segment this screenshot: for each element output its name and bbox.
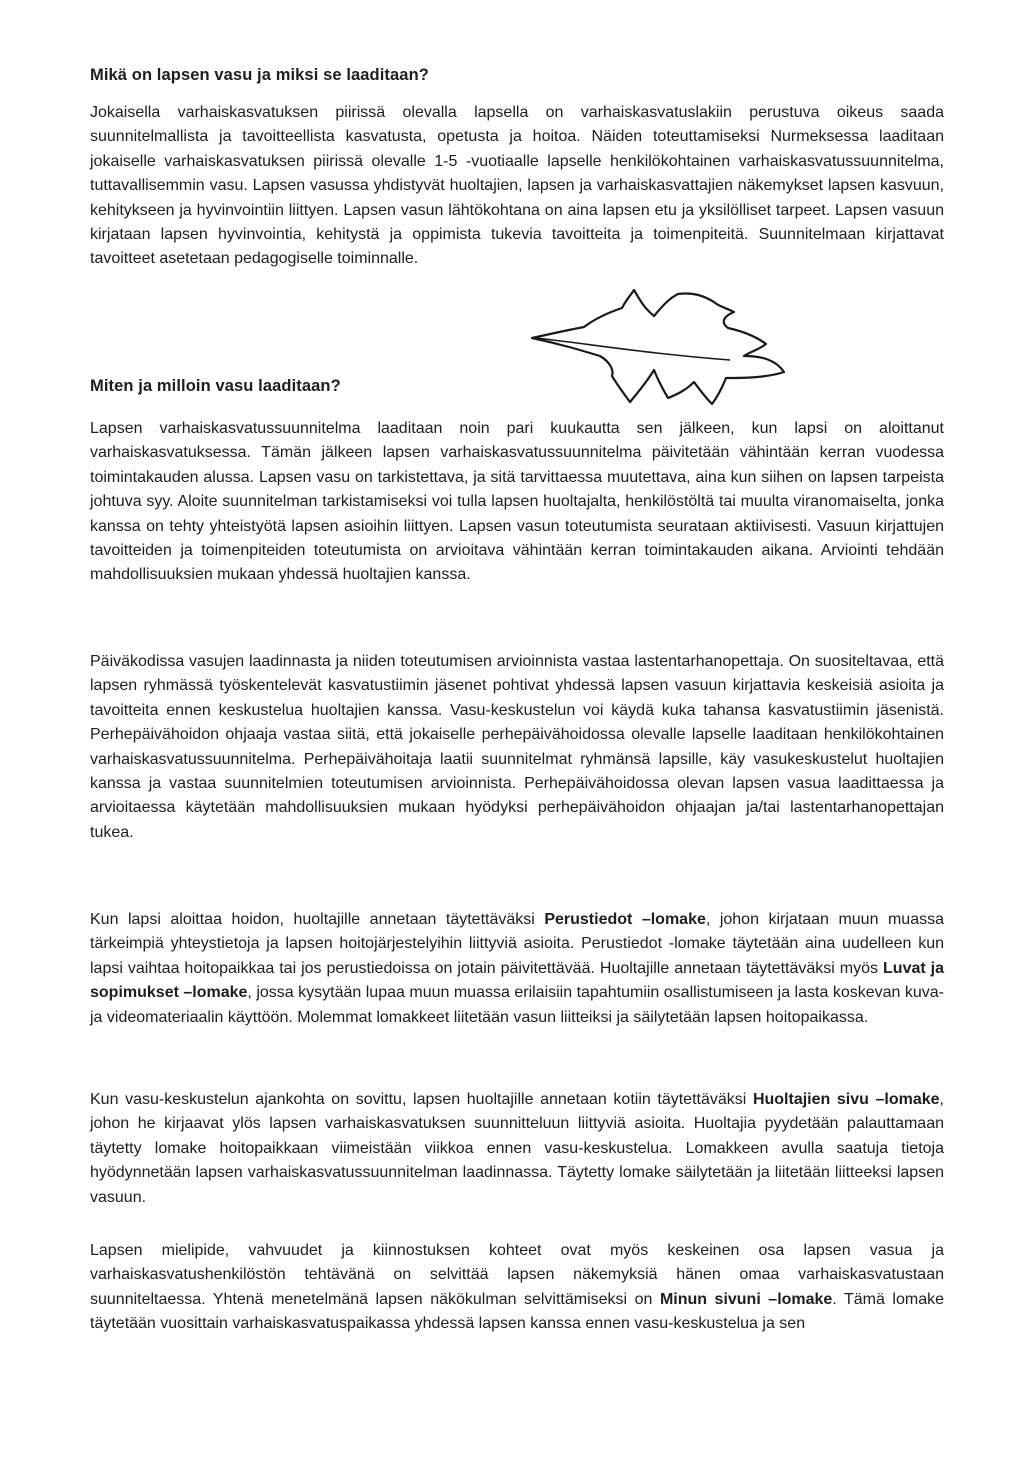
paragraph-intro: Jokaisella varhaiskasvatuksen piirissä olevalla lapsella on varhaiskasvatuslakiin perustuva oikeus saada suunnitelmallista ja tavoitteellista kasvatusta, opetusta ja hoitoa. Näiden toteuttamiseksi Nurmeksessa laaditaan jokaiselle varhaiskasvatuksen piirissä olevalle 1-5 -vuotiaalle lapselle henkilökohtainen varhaiskasvatussuunnitelma, tuttavallisemmin vasu. Lapsen vasussa yhdistyvät huoltajien, lapsen ja varhaiskasvattajien näkemykset lapsen kasvuun, kehitykseen ja hyvinvointiin liittyen. Lapsen vasun lähtökohtana on aina lapsen etu ja yksilölliset tarpeet. Lapsen vasuun kirjataan lapsen hyvinvointia, kehitystä ja oppimista tukevia tavoitteita ja toimenpiteitä. Suunnitelmaan kirjattavat tavoitteet asetetaan pedagogiselle toiminnalle.	[90, 104, 944, 268]
oak-leaf-icon	[530, 286, 785, 408]
paragraph-responsibilities: Päiväkodissa vasujen laadinnasta ja niiden toteutumisen arvioinnista vastaa lastentarhanopettaja. On suositeltavaa, että lapsen ryhmässä työskentelevät kasvatustiimin jäsenet pohtivat yhdessä lapsen vasuun kirjattavia keskeisiä asioita ja tavoitteita ennen keskustelua huoltajien kanssa. Vasu-keskustelun voi käydä kuka tahansa kasvatustiimin jäsenistä. Perhepäivähoidon ohjaaja vastaa siitä, että jokaiselle perhepäivähoidossa olevalle lapselle laaditaan henkilökohtainen varhaiskasvatussuunnitelma. Perhepäivähoitaja laatii suunnitelmat ryhmänsä lapsille, käy vasukeskustelut huoltajien kanssa ja vastaa suunnitelmien toteutumisen arvioinnista. Perhepäivähoidossa olevan lapsen vasua laadittaessa ja arvioitaessa käytetään mahdollisuuksien mukaan hyödyksi perhepäivähoidon ohjaajan ja/tai lastentarhanopettajan tukea.	[90, 653, 944, 841]
form-name-minun-sivuni: Minun sivuni –lomake	[659, 1290, 833, 1308]
form-name-huoltajien-sivu: Huoltajien sivu –lomake	[752, 1091, 940, 1108]
paragraph-guardian-form: Kun vasu-keskustelun ajankohta on sovittu, lapsen huoltajille annetaan kotiin täytettäväksi Huoltajien sivu –lomake, johon he kirjaavat ylös lapsen varhaiskasvatuksen suunnitteluun liittyviä asioita. Huoltajia pyydetään palauttamaan täytetty lomake hoitopaikkaan viimeistään viikkoa ennen vasu-keskustelua. Lomakkeen avulla saatuja tietoja hyödynnetään lapsen varhaiskasvatussuunnitelman laadinnassa. Täytetty lomake säilytetään ja liitetään liitteeksi lapsen vasuun.	[90, 1091, 944, 1206]
form-name-luvat-ja-sopimukset: Luvat ja sopimukset –lomake	[90, 959, 944, 1002]
section-heading-how-when: Miten ja milloin vasu laaditaan?	[90, 377, 341, 395]
paragraph-basic-forms: Kun lapsi aloittaa hoidon, huoltajille annetaan täytettäväksi Perustiedot –lomake, johon kirjataan muun muassa tärkeimpiä yhteystietoja ja lapsen hoitojärjestelyihin liittyviä asioita. Perustiedot -lomake täytetään aina uudelleen kun lapsi vaihtaa hoitopaikkaa tai jos perustiedoissa on jotain päivitettävää. Huoltajille annetaan täytettäväksi myös Luvat ja sopimukset –lomake, jossa kysytään lupaa muun muassa erilaisiin tapahtumiin osallistumiseen ja lasta koskevan kuva- ja videomateriaalin käyttöön. Molemmat lomakkeet liitetään vasun liitteiksi ja säilytetään lapsen hoitopaikassa.	[90, 911, 945, 1026]
form-name-perustiedot: Perustiedot –lomake	[544, 911, 706, 928]
paragraph-timing: Lapsen varhaiskasvatussuunnitelma laaditaan noin pari kuukautta sen jälkeen, kun lapsi on aloittanut varhaiskasvatuksessa. Tämän jälkeen lapsen varhaiskasvatussuunnitelma päivitetään vähintään kerran vuodessa toimintakauden alussa. Lapsen vasu on tarkistettava, ja sitä tarvittaessa muutettava, aina kun siihen on lapsen tarpeista johtuva syy. Aloite suunnitelman tarkistamiseksi voi tulla lapsen huoltajalta, henkilöstöltä tai muulta viranomaiselta, jonka kanssa on tehty yhteistyötä lapsen asioihin liittyen. Lapsen vasun toteutumista seurataan aktiivisesti. Vasuun kirjattujen tavoitteiden ja toimenpiteiden toteutumista on arvioitava vähintään kerran toimintakauden aikana. Arviointi tehdään mahdollisuuksien mukaan yhdessä huoltajien kanssa.	[90, 420, 944, 584]
section-heading-what-is-vasu: Mikä on lapsen vasu ja miksi se laaditaan?	[90, 66, 429, 84]
paragraph-child-view: Lapsen mielipide, vahvuudet ja kiinnostuksen kohteet ovat myös keskeinen osa lapsen vasua ja varhaiskasvatushenkilöstön tehtävänä on selvittää lapsen näkemyksiä hänen omaa varhaiskasvatustaan suunniteltaessa. Yhtenä menetelmänä lapsen näkökulman selvittämiseksi on Minun sivuni –lomake. Tämä lomake täytetään vuosittain varhaiskasvatuspaikassa yhdessä lapsen kanssa ennen vasu-keskustelua ja sen	[90, 1242, 945, 1333]
